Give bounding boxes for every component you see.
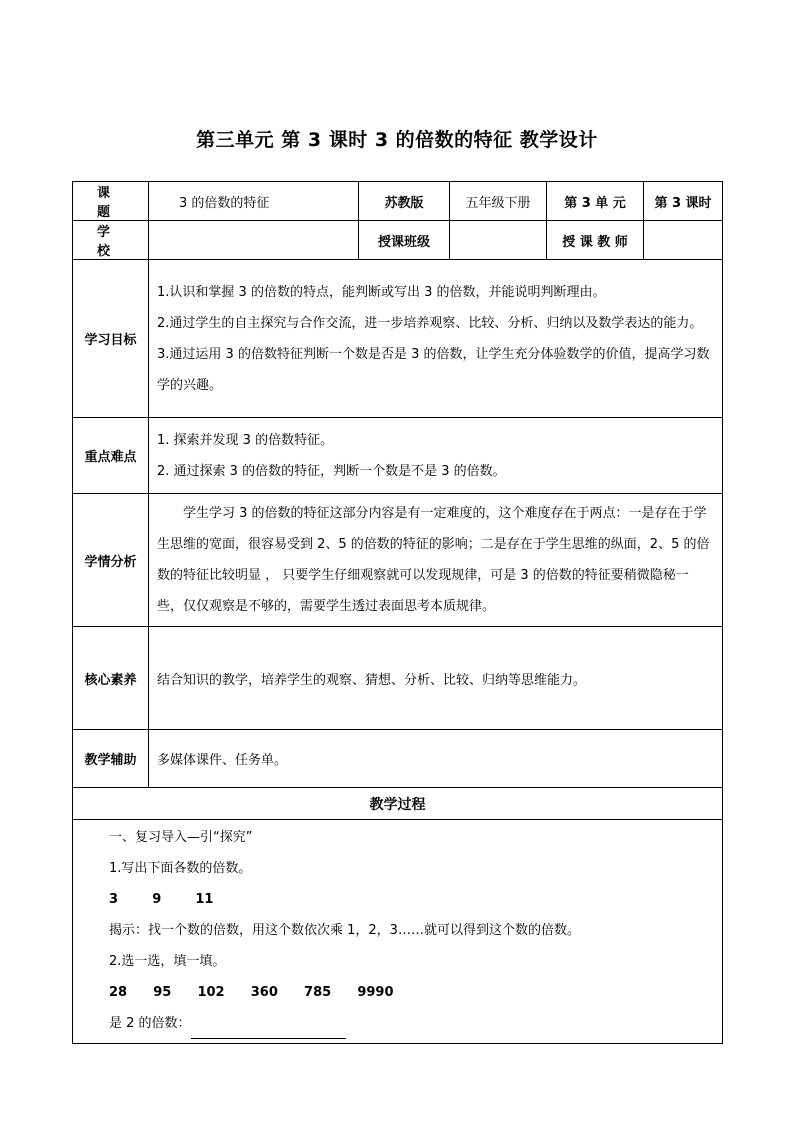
literacy-row	[73, 627, 723, 730]
process-heading: 教学过程	[73, 788, 723, 820]
goals-label: 学习目标	[73, 260, 149, 418]
process-heading-row	[73, 788, 723, 820]
label-topic: 课 题	[73, 182, 149, 221]
literacy-label: 核心素养	[73, 627, 149, 730]
lesson-number: 第 3 课时	[644, 182, 723, 221]
publisher: 苏教版	[359, 182, 450, 221]
number: 9990	[357, 985, 394, 1000]
number: 102	[197, 985, 225, 1000]
label-class: 授课班级	[359, 221, 450, 260]
aids-label: 教学辅助	[73, 730, 149, 788]
goal-item: 1.认识和掌握 3 的倍数的特点，能判断或写出 3 的倍数，并能说明判断理由。	[157, 284, 606, 300]
goal-item: 2.通过学生的自主探究与合作交流，进一步培养观察、比较、分析、归纳以及数学表达的能力。	[157, 315, 703, 331]
keypoints-content	[149, 418, 723, 494]
goals-row	[73, 260, 723, 418]
process-row	[73, 820, 723, 1044]
grade: 五年级下册	[450, 182, 547, 221]
goals-content	[149, 260, 723, 418]
analysis-text: 学生学习 3 的倍数的特征这部分内容是有一定难度的，这个难度存在于两点：一是存在于学生思维的宽面，很容易受到 2、5 的倍数的特征的影响；二是存在于学生思维的纵面，2、5 的倍数的特征比较明显 ， 只要学生仔细观察就可以发现规律，可是 3 的倍数的特征要稍微隐秘一些，仅仅观察是不够的，需要学生透过表面思考本质规律。	[157, 506, 710, 614]
analysis-label: 学情分析	[73, 494, 149, 627]
keypoints-row	[73, 418, 723, 494]
goal-item: 3.通过运用 3 的倍数特征判断一个数是否是 3 的倍数，让学生充分体验数学的价值，提高学习数学的兴趣。	[157, 346, 710, 393]
keypoint-item: 2. 通过探索 3 的倍数的特征，判断一个数是不是 3 的倍数。	[157, 463, 506, 479]
fill-label: 是 2 的倍数：	[109, 1016, 191, 1031]
literacy-text: 结合知识的教学，培养学生的观察、猜想、分析、比较、归纳等思维能力。	[149, 627, 723, 730]
hint-text: 揭示：找一个数的倍数，用这个数依次乘 1，2，3……就可以得到这个数的倍数。	[109, 923, 580, 938]
process-content	[73, 820, 723, 1044]
q1-numbers	[77, 884, 718, 915]
keypoint-item: 1. 探索并发现 3 的倍数特征。	[157, 432, 334, 448]
answer-blank[interactable]	[191, 1024, 346, 1039]
lesson-plan-table	[72, 181, 723, 1044]
fill-line	[77, 1008, 718, 1039]
header-row-school	[73, 221, 723, 260]
school-value	[149, 221, 359, 260]
class-value	[450, 221, 547, 260]
teacher-value	[644, 221, 723, 260]
aids-text: 多媒体课件、任务单。	[149, 730, 723, 788]
number: 3	[109, 892, 119, 907]
header-row-topic	[73, 182, 723, 221]
q2-numbers	[77, 977, 718, 1008]
label-teacher: 授 课 教 师	[547, 221, 644, 260]
analysis-content	[149, 494, 723, 627]
topic-value: 3 的倍数的特征	[149, 182, 359, 221]
number: 95	[153, 985, 172, 1000]
question-2: 2.选一选，填一填。	[109, 954, 226, 969]
analysis-row	[73, 494, 723, 627]
unit: 第 3 单 元	[547, 182, 644, 221]
number: 28	[109, 985, 128, 1000]
number: 785	[304, 985, 332, 1000]
aids-row	[73, 730, 723, 788]
section-title: 一、复习导入—引“探究”	[109, 830, 253, 845]
number: 360	[250, 985, 278, 1000]
page-title: 第三单元 第 3 课时 3 的倍数的特征 教学设计	[196, 129, 598, 151]
number: 11	[195, 892, 214, 907]
question-1: 1.写出下面各数的倍数。	[109, 861, 252, 876]
number: 9	[152, 892, 162, 907]
keypoints-label: 重点难点	[73, 418, 149, 494]
label-school: 学 校	[73, 221, 149, 260]
